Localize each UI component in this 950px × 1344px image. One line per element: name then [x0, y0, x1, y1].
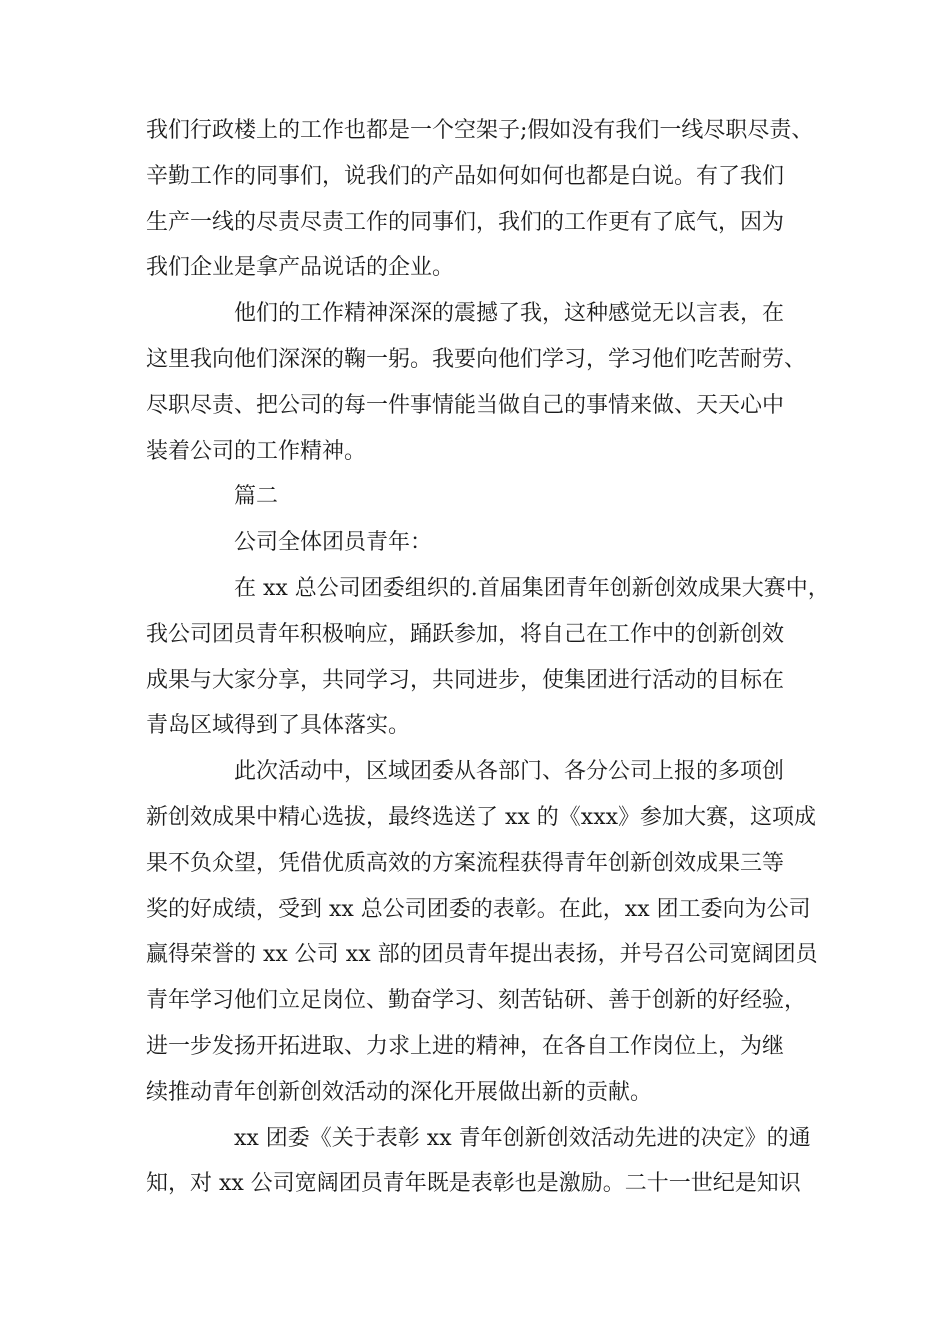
text-line: 公司全体团员青年： — [234, 530, 433, 556]
document-body — [146, 108, 831, 1207]
text-line: 尽职尽责、把公司的每一件事情能当做自己的事情来做、天天心中 — [146, 392, 785, 418]
paragraph-2 — [146, 291, 831, 474]
text-line: 青年学习他们立足岗位、勤奋学习、刻苦钻研、善于创新的好经验， — [146, 988, 807, 1014]
paragraph-5 — [146, 1116, 831, 1208]
salutation — [146, 520, 831, 566]
text-line: 成果与大家分享，共同学习，共同进步，使集团进行活动的目标在 — [146, 667, 785, 693]
text-line: 在 xx 总公司团委组织的.首届集团青年创新创效成果大赛中， — [234, 575, 830, 601]
text-line: 知，对 xx 公司宽阔团员青年既是表彰也是激励。二十一世纪是知识 — [146, 1171, 801, 1197]
text-line: 我们企业是拿产品说话的企业。 — [146, 255, 455, 281]
section-heading — [146, 474, 831, 520]
text-line: 辛勤工作的同事们，说我们的产品如何如何也都是白说。有了我们 — [146, 163, 785, 189]
text-line: 我们行政楼上的工作也都是一个空架子;假如没有我们一线尽职尽责、 — [146, 118, 814, 143]
text-line: 续推动青年创新创效活动的深化开展做出新的贡献。 — [146, 1079, 653, 1105]
text-line: 奖的好成绩，受到 xx 总公司团委的表彰。在此，xx 团工委向为公司 — [146, 896, 811, 922]
paragraph-4 — [146, 749, 831, 1115]
paragraph-3 — [146, 566, 831, 749]
text-line: 我公司团员青年积极响应，踊跃参加，将自己在工作中的创新创效 — [146, 621, 785, 647]
text-line: 篇二 — [234, 484, 279, 510]
text-line: xx 团委《关于表彰 xx 青年创新创效活动先进的决定》的通 — [234, 1125, 811, 1151]
text-line: 他们的工作精神深深的震撼了我，这种感觉无以言表，在 — [234, 301, 785, 327]
text-line: 装着公司的工作精神。 — [146, 438, 367, 464]
text-line: 这里我向他们深深的鞠一躬。我要向他们学习，学习他们吃苦耐劳、 — [146, 346, 807, 372]
text-line: 进一步发扬开拓进取、力求上进的精神，在各自工作岗位上，为继 — [146, 1033, 785, 1059]
text-line: 赢得荣誉的 xx 公司 xx 部的团员青年提出表扬，并号召公司宽阔团员 — [146, 942, 818, 968]
text-line: 青岛区域得到了具体落实。 — [146, 713, 411, 739]
paragraph-1 — [146, 108, 831, 291]
text-line: 新创效成果中精心选拔，最终选送了 xx 的《xxx》参加大赛，这项成 — [146, 804, 817, 830]
text-line: 生产一线的尽责尽责工作的同事们，我们的工作更有了底气，因为 — [146, 209, 785, 235]
text-line: 果不负众望，凭借优质高效的方案流程获得青年创新创效成果三等 — [146, 850, 785, 876]
text-line: 此次活动中，区域团委从各部门、各分公司上报的多项创 — [234, 759, 785, 785]
